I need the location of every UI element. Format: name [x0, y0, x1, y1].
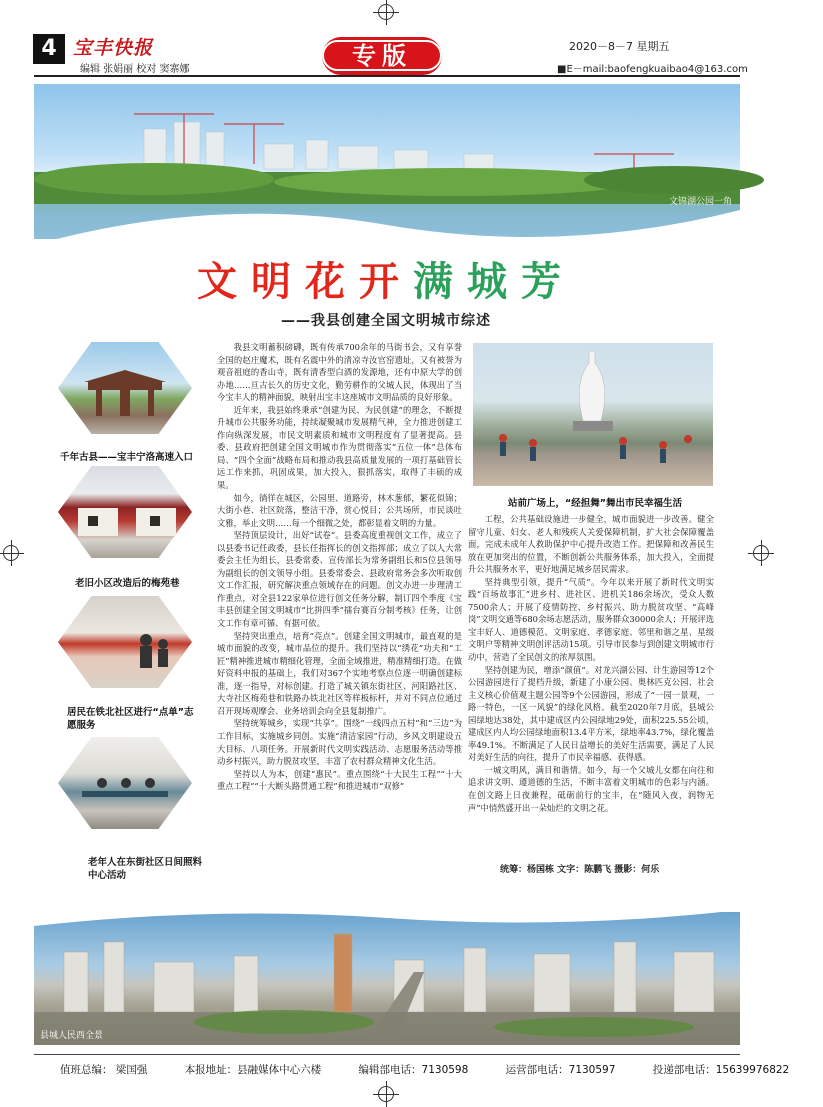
article-column-2 — [468, 513, 714, 858]
paragraph: 坚持创建为民，增添“颜值”。对龙兴湖公园、计生游园等12个公园游园进行了提档升级，新建了小康公园、奥林匹克公园、社会主义核心价值观主题公园等9个公园游园，形成了“一园一景观，一路一特色，一区一风貌”的绿化风格。截至2020年7月底，县城公园绿地达38处，其中建成区内公园绿地29处，面积225.55公顷，建成区内人均公园绿地面积13.4平方米，绿地率43.7%，绿化覆盖率49.1%。不断满足了人民日益增长的美好生活需要，满足了人民对美好生活的向往，提升了市民幸福感、获得感。 — [468, 664, 714, 763]
caption-station-square: 站前广场上，“经担舞”舞出市民幸福生活 — [508, 498, 682, 509]
wave-divider-bottom — [34, 896, 740, 936]
photo-elderly-center — [58, 737, 192, 829]
article-byline: 统筹：杨国栋 文字：陈鹏飞 摄影：何乐 — [500, 865, 660, 875]
caption-renovated-alley: 老旧小区改造后的梅苑巷 — [75, 578, 180, 589]
registration-mark — [3, 545, 19, 561]
paragraph: 我县文明蓄积磅礴，既有传承700余年的马街书会，又有享誉全国的赵庄魔术，既有名震中外的清凉寺汝官窑遗址，又有被誉为观音祖庭的香山寺，既有清香型白酒的发源地，还有中原大学的创办地……亘古长久的历史文化，勤劳耕作的父城人民，体现出了当今宝丰人的精神面貌，映射出宝丰这座城市文明品质的良好形象。 — [217, 342, 462, 403]
article-column-1 — [217, 341, 462, 903]
caption-volunteer-service: 居民在铁北社区进行“点单”志愿服务 — [67, 707, 194, 731]
page-number: 4 — [33, 34, 65, 64]
section-banner-border — [322, 40, 442, 71]
caption-highway-gate: 千年古县——宝丰宁洛高速入口 — [60, 452, 194, 463]
bottom-photo-caption: 县城人民西全景 — [40, 1031, 104, 1041]
title-part2: 满城芳 — [413, 259, 575, 305]
paragraph: 坚持统筹城乡，实现“共享”。围绕“一线四点五村”和“三边”为工作目标，实施城乡同创。实施“清洁家园”行动，乡风文明建设五大目标、八项任务。开展新时代文明实践活动、志愿服务活动等推动乡村振兴，助力脱贫攻坚，丰富了农村群众精神文化生活。 — [217, 718, 462, 767]
photo-renovated-alley — [58, 466, 192, 558]
footer-duty-editor: 值班总编： 梁国强 — [60, 1064, 148, 1076]
paragraph: 坚持典型引领，提升“气质”。今年以来开展了新时代文明实践“百场故事汇”进乡村、进社区、进机关186余场次，受众人数7500余人；开展了疫情防控、乡村振兴、助力脱贫攻坚、“高峰岗”文明交通等680余场志愿活动，服务群众30000余人；开展评选宝丰好人、道德模范、文明家庭、孝德家庭、邻里和谐之星、星级文明户等精神文明创评活动15项。引导市民参与到创建文明城市行动中，营造了全民创文的浓厚氛围。 — [468, 576, 714, 663]
paragraph: 一城文明风，满目和谐情。如今，每一个父城儿女都在向往和追求讲文明、遵道德的生活，不断丰富着文明城市的色彩与内涵。在创文路上日夜兼程，砥砺前行的宝丰，在“随风入夜，润物无声”中悄然盛开出一朵灿烂的文明之花。 — [468, 764, 714, 813]
paper-name-logo: 宝丰快报 — [73, 37, 154, 59]
header-rule — [34, 75, 740, 77]
editors-line: 编辑 张娟丽 校对 窦寨娜 — [80, 64, 190, 75]
photo-volunteer-service — [58, 596, 192, 688]
footer-rule — [34, 1054, 740, 1055]
paragraph: 坚持以人为本，创建“惠民”。重点围绕“十大民生工程”“十大重点工程”“十大断头路贯通工程”和推进城市“双修” — [217, 768, 462, 792]
registration-mark — [378, 1086, 394, 1102]
footer-address: 本报地址：县融媒体中心六楼 — [184, 1064, 322, 1076]
contact-email: ■E－mail:baofengkuaibao4@163.com — [557, 64, 748, 75]
registration-mark — [753, 545, 769, 561]
article-title — [0, 250, 772, 307]
photo-highway-gate — [58, 342, 192, 434]
photo-station-square-dance — [473, 343, 713, 486]
paragraph: 坚持突出重点，培育“亮点”。创建全国文明城市，最直观的是城市面貌的改变，城市品位的提升。我们坚持以“绣花”功夫和“工匠”精神推进城市精细化管理，全面全域推进，精准精细打造。在做好资料申报的基础上，我们对367个实地考察点位逐一明确创建标准，逐一指导，对标创建。打造了城关镇东街社区、河阳路社区、大寺社区梅苑巷和铁路办铁北社区等样板标杆，并对不同点位通过召开现场观摩会、业务培训会向全县复制推广。 — [217, 630, 462, 716]
paragraph: 如今，徜徉在城区，公园里、道路旁，林木葱郁，繁花似锦；大街小巷、社区院落，整洁干净，赏心悦目；公共场所，市民谈吐文雅，举止文明……每一个细微之处，都彰显着文明的力量。 — [217, 492, 462, 528]
paragraph: 近年来，我县始终秉承“创建为民、为民创建”的理念，不断提升城市公共服务功能，持续凝聚城市发展精气神，全力推进创建工作向纵深发展，市民文明素质和城市文明程度有了显著提高。县委、县政府把创建全国文明城市作为贯彻落实“五位一体”总体布局、“四个全面”战略布局和推动我县高质量发展的一项打基础管长远工作来抓，巩固成果，加大投入，狠抓落实，取得了丰硕的成果。 — [217, 404, 462, 491]
issue-date: 2020－8－7 星期五 — [569, 40, 670, 53]
paragraph: 工程，公共基础设施进一步健全，城市面貌进一步改善。健全留守儿童、妇女、老人和残疾人关爱保障机制，扩大社会保障覆盖面，完成未成年人救助保护中心提升改造工作。把保障和改善民生放在更加突出的位置，不断创新公共服务体系，加大投入，全面提升公共服务水平，更好地满足城乡居民需求。 — [468, 514, 714, 575]
title-part1: 文明花开 — [197, 259, 413, 305]
caption-elderly-center: 老年人在东街社区日间照料中心活动 — [88, 857, 203, 881]
article-subtitle: ——我县创建全国文明城市综述 — [281, 313, 491, 329]
paragraph: 坚持顶层设计，出好“试卷”。县委高度重视创文工作，成立了以县委书记任政委，县长任指挥长的创文指挥部；成立了以人大常委会主任为组长，县委常委、宣传部长为常务副组长和5位县领导为副组长的创文领导小组。县委常委会、县政府常务会多次听取创文工作汇报，研究解决重点领域存在的问题。创文办进一步理清工作重点，对全县122家单位进行创文任务分解，制订四个季度《宝丰县创建全国文明城市“比拼四季”擂台赛百分制考核》任务，让创文工作有章可循、有据可依。 — [217, 530, 462, 629]
top-photo-caption: 文锦湖公园一角 — [668, 197, 732, 207]
registration-mark — [378, 4, 394, 20]
footer-ops-phone: 运营部电话：7130597 — [505, 1064, 616, 1076]
footer-edit-phone: 编辑部电话：7130598 — [358, 1064, 469, 1076]
footer-delivery-phone: 投递部电话：15639976822 — [652, 1064, 790, 1076]
footer-info — [60, 1062, 823, 1077]
section-banner: 专版 — [322, 37, 442, 75]
